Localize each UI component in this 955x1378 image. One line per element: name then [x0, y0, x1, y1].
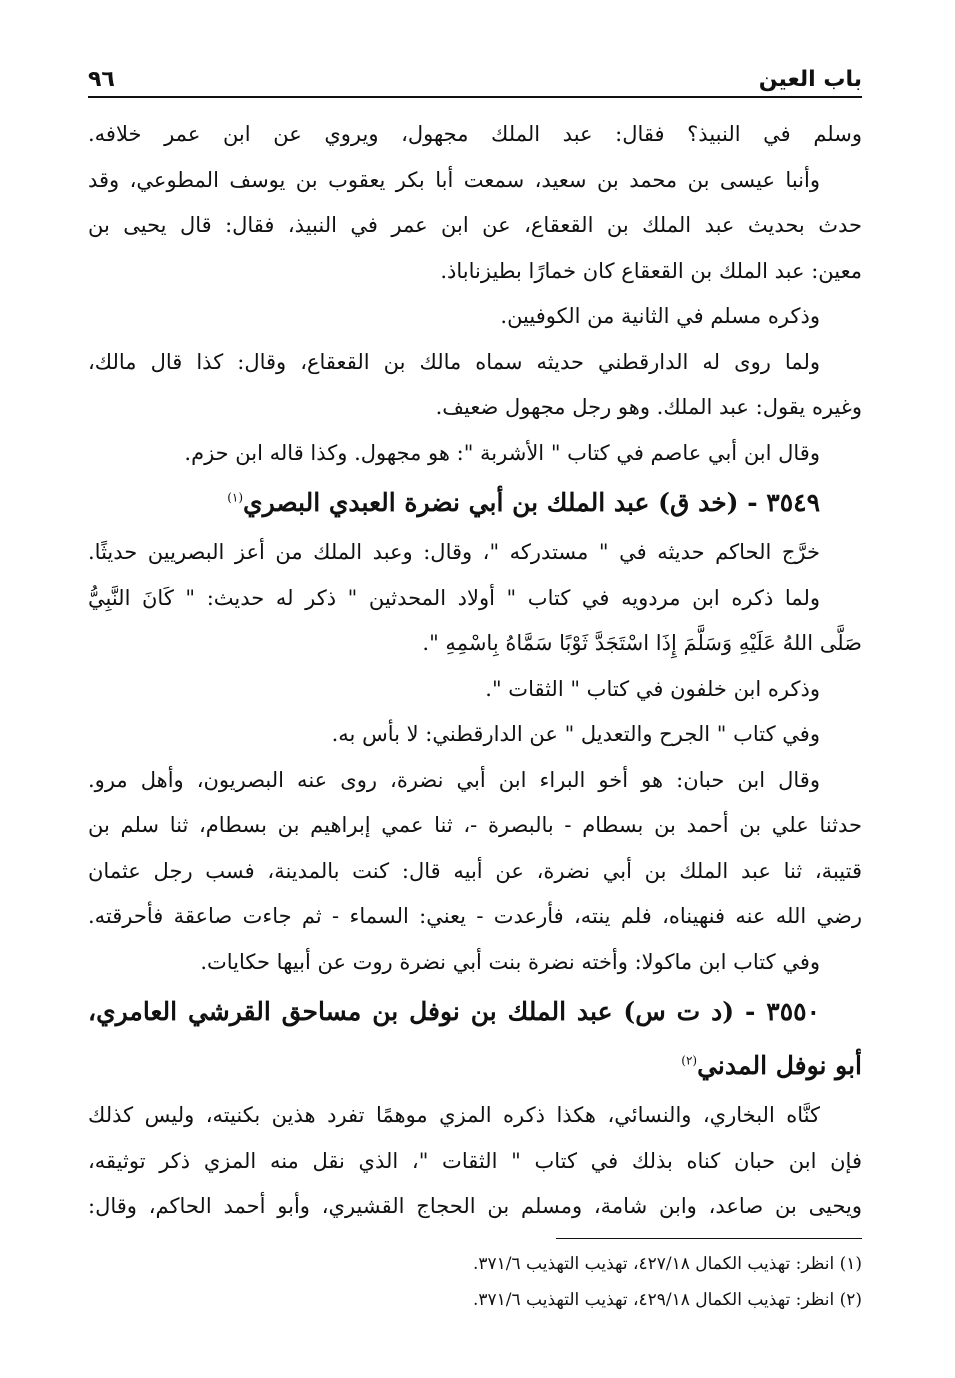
running-head [88, 58, 862, 98]
footnote-mark: (١) [227, 490, 244, 505]
text-line: ويحيى بن صاعد، وابن شامة، ومسلم بن الحجاج القشيري، وأبو أحمد الحاكم، وقال: [88, 1194, 862, 1218]
text-line: معين: عبد الملك بن القعقاع كان خمارًا بطيزناباذ. [440, 258, 862, 283]
main-text [88, 112, 862, 1230]
footnote-mark: (٢) [681, 1053, 698, 1068]
entry-heading-text: أبو نوفل المدني [697, 1051, 862, 1080]
text-line: صَلَّى اللهُ عَلَيْهِ وَسَلَّمَ إِذَا اسْتَجَدَّ ثَوْبًا سَمَّاهُ بِاسْمِهِ ". [422, 631, 862, 655]
text-line: وأنبا عيسى بن محمد بن سعيد، سمعت أبا بكر يعقوب بن يوسف المطوعي، وقد [88, 167, 820, 192]
entry-heading [88, 476, 862, 530]
page-number: ٩٦ [88, 67, 115, 92]
footnote: (١) انظر: تهذيب الكمال ٤٢٧/١٨، تهذيب التهذيب ٣٧١/٦. [472, 1254, 862, 1274]
entry-heading: ٣٥٥٠ - (د ت س) عبد الملك بن نوفل بن مساحق القرشي العامري، [88, 997, 820, 1026]
text-line: كنَّاه البخاري، والنسائي، هكذا ذكره المزي موهمًا تفرد هذين بكنيته، وليس كذلك [88, 1103, 820, 1127]
footnote: (٢) انظر: تهذيب الكمال ٤٢٩/١٨، تهذيب التهذيب ٣٧١/٦. [472, 1290, 862, 1310]
text-line: حدثنا علي بن أحمد بن بسطام - بالبصرة -، ثنا عمي إبراهيم بن بسطام، ثنا سلم بن [88, 813, 862, 837]
text-line: وذكره مسلم في الثانية من الكوفيين. [500, 304, 820, 328]
text-line: وفي كتاب ابن ماكولا: وأخته نضرة بنت أبي نضرة روت عن أبيها حكايات. [200, 949, 820, 974]
text-line: ولما روى له الدارقطني حديثه سماه مالك بن القعقاع، وقال: كذا قال مالك، [88, 349, 820, 374]
text-line: قتيبة، ثنا عبد الملك بن أبي نضرة، عن أبيه قال: كنت بالمدينة، فسب رجل عثمان [88, 858, 862, 883]
footnotes [88, 1246, 862, 1318]
text-line: وفي كتاب " الجرح والتعديل " عن الدارقطني: لا بأس به. [331, 722, 820, 746]
entry-heading-text: ٣٥٤٩ - (خد ق) عبد الملك بن أبي نضرة العبدي البصري [243, 488, 820, 517]
text-line: حدث بحديث عبد الملك بن القعقاع، عن ابن عمر في النبيذ، فقال: قال يحيى بن [88, 213, 862, 237]
text-line: وسلم في النبيذ؟ فقال: عبد الملك مجهول، ويروي عن ابن عمر خلافه. [88, 122, 862, 146]
chapter-title: باب العين [758, 67, 862, 92]
text-line: وقال ابن أبي عاصم في كتاب " الأشربة ": هو مجهول. وكذا قاله ابن حزم. [184, 440, 820, 465]
text-line: رضي الله عنه فنهيناه، فلم ينته، فأرعدت - يعني: السماء - ثم جاءت صاعقة فأحرقته. [88, 904, 862, 928]
footnote-separator [556, 1238, 862, 1239]
text-line: وذكره ابن خلفون في كتاب " الثقات ". [485, 676, 820, 701]
text-line: وقال ابن حبان: هو أخو البراء ابن أبي نضرة، روى عنه البصريون، وأهل مرو. [88, 767, 820, 792]
text-line: فإن ابن حبان كناه بذلك في كتاب " الثقات "، الذي نقل منه المزي ذكر توثيقه، [88, 1148, 862, 1173]
text-line: خرَّج الحاكم حديثه في " مستدركه "، وقال: وعبد الملك من أعز البصريين حديثًا. [88, 540, 820, 564]
text-line: وغيره يقول: عبد الملك. وهو رجل مجهول ضعيف. [435, 395, 862, 419]
entry-heading-continued [88, 1039, 862, 1093]
text-line: ولما ذكره ابن مردويه في كتاب " أولاد المحدثين " ذكر له حديث: " كَانَ النَّبِيُّ [88, 585, 820, 610]
